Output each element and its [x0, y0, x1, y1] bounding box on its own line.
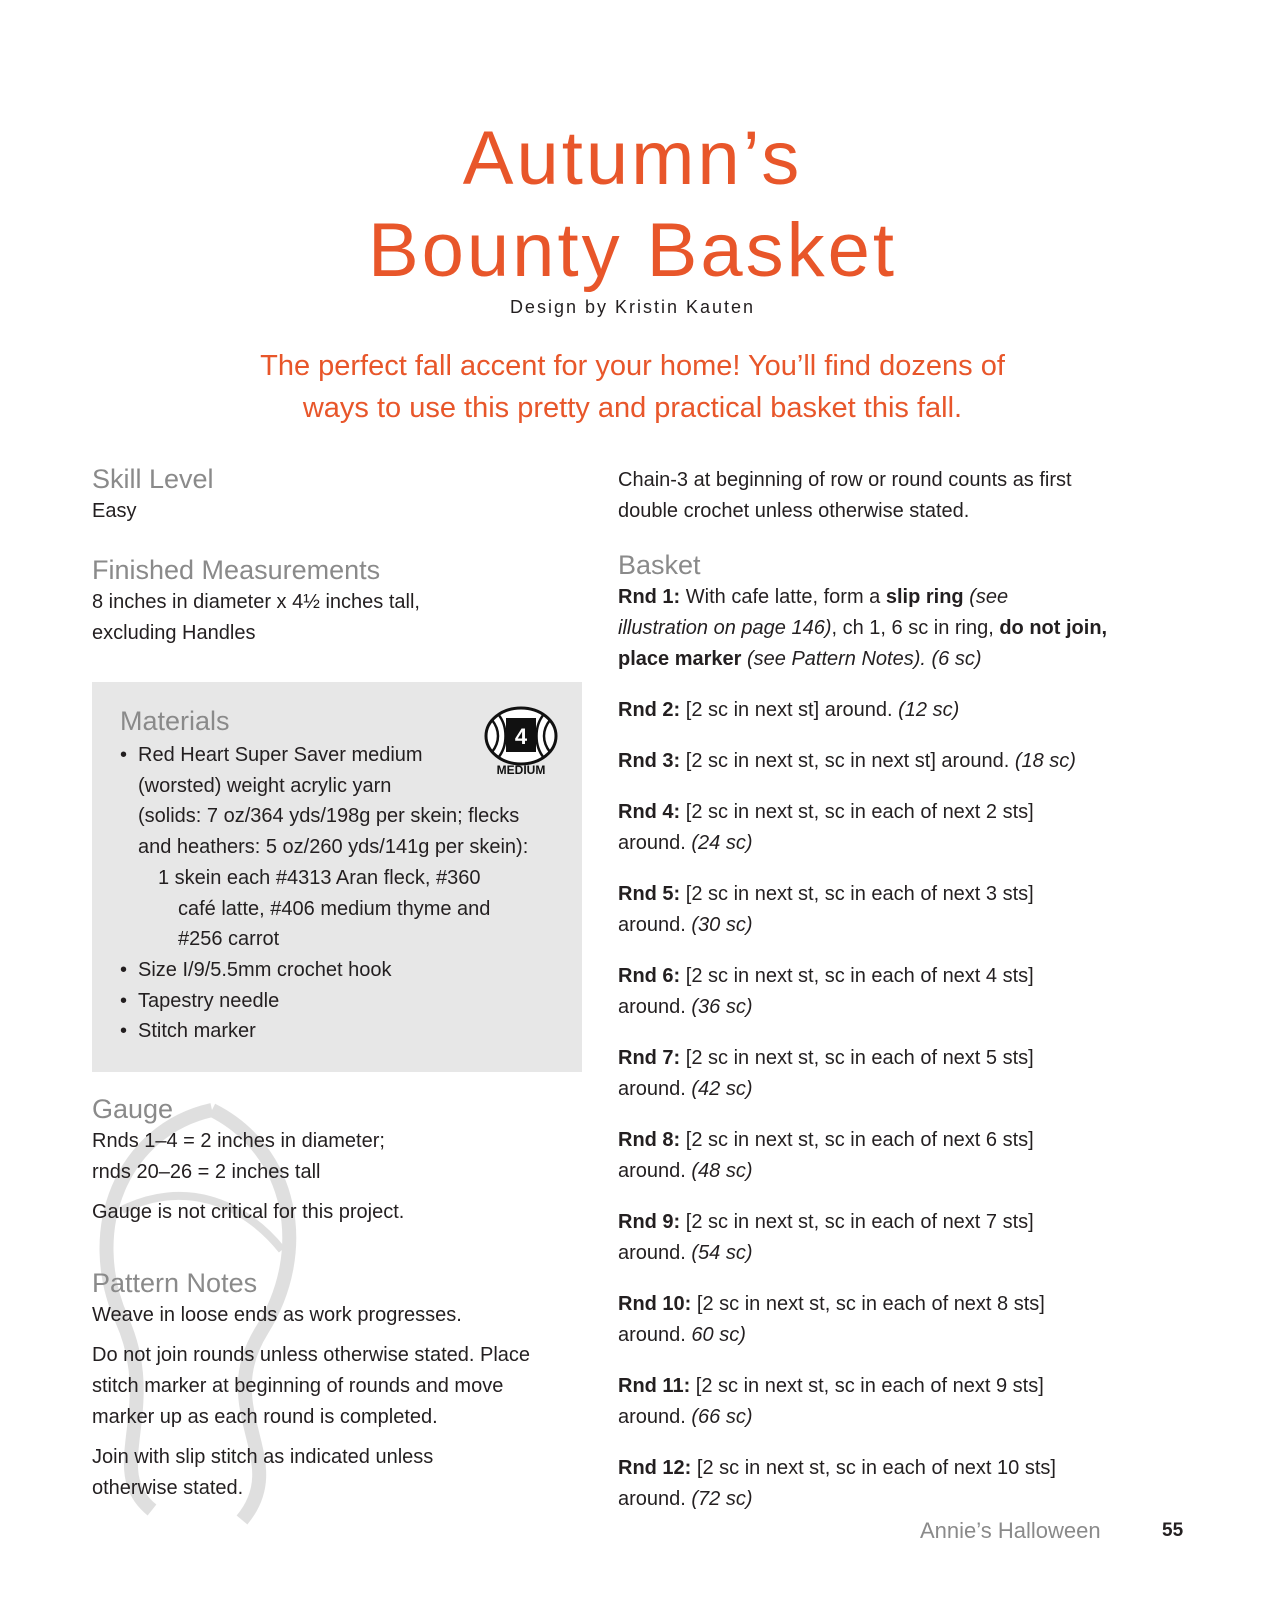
note-line: stitch marker at beginning of rounds and move — [92, 1375, 504, 1397]
gauge-heading: Gauge — [92, 1094, 174, 1124]
materials-heading: Materials — [120, 706, 230, 736]
round-9 — [618, 1207, 1138, 1269]
round-text: illustration on page 146) — [618, 617, 832, 639]
material-line: (solids: 7 oz/364 yds/198g per skein; flecks — [138, 805, 520, 828]
round-text: around. — [618, 1160, 692, 1182]
round-text: around. — [618, 1078, 692, 1100]
round-count: 60 sc) — [691, 1324, 746, 1346]
yarn-weight-number: 4 — [514, 724, 528, 749]
note-paragraph-4 — [618, 465, 1138, 527]
material-subline: #256 carrot — [178, 928, 280, 951]
round-count: (30 sc) — [691, 914, 753, 936]
round-text: [2 sc in next st, sc in each of next 2 sts] — [680, 801, 1034, 823]
note-line: Join with slip stitch as indicated unless — [92, 1446, 434, 1468]
round-term: slip ring — [885, 586, 964, 608]
list-item: • Red Heart Super Saver medium (worsted) weight acrylic yarn (solids: 7 oz/364 yds/198g per skein; flecks and heathers: 5 oz/260 yds/141g per skein): 1 skein each #4313 Aran fleck, #360 café latte, #406 medium thyme and #256 carrot — [120, 740, 560, 955]
basket-section — [618, 548, 1138, 1535]
round-count: (36 sc) — [691, 996, 753, 1018]
round-label: Rnd 5: — [618, 883, 681, 905]
page-title-line2: Bounty Basket — [367, 208, 898, 293]
round-text: [2 sc in next st, sc in each of next 4 sts] — [680, 965, 1034, 987]
skill-level-section — [92, 462, 582, 527]
round-text: [2 sc in next st, sc in each of next 3 sts] — [680, 883, 1034, 905]
round-text: around. — [618, 1242, 692, 1264]
round-count: (42 sc) — [691, 1078, 753, 1100]
round-label: Rnd 10: — [618, 1293, 692, 1315]
basket-heading: Basket — [618, 550, 701, 580]
material-line: Tapestry needle — [138, 989, 280, 1012]
round-text: around. — [618, 1488, 692, 1510]
gauge-section — [92, 1092, 582, 1228]
material-subline: café latte, #406 medium thyme and — [178, 897, 491, 920]
round-3 — [618, 746, 1138, 777]
material-line: Size I/9/5.5mm crochet hook — [138, 958, 392, 981]
round-term: place marker — [618, 648, 742, 670]
round-term: do not join, — [999, 617, 1108, 639]
round-text: around. — [618, 1324, 692, 1346]
round-text: around. — [618, 1406, 692, 1428]
round-text: [2 sc in next st, sc in each of next 6 sts] — [680, 1129, 1034, 1151]
round-count: (54 sc) — [691, 1242, 753, 1264]
list-item: • Size I/9/5.5mm crochet hook — [120, 955, 560, 986]
skill-level-value: Easy — [92, 500, 137, 522]
round-4 — [618, 797, 1138, 859]
footer-publication-title: Annie’s Halloween — [920, 1518, 1101, 1543]
round-7 — [618, 1043, 1138, 1105]
note-line: Do not join rounds unless otherwise stated. Place — [92, 1344, 531, 1366]
tagline — [0, 345, 1265, 429]
round-label: Rnd 6: — [618, 965, 681, 987]
round-count: (66 sc) — [691, 1406, 753, 1428]
material-subline: 1 skein each #4313 Aran fleck, #360 — [158, 866, 481, 889]
round-12 — [618, 1453, 1138, 1515]
round-label: Rnd 1: — [618, 586, 681, 608]
round-count: (24 sc) — [691, 832, 753, 854]
round-text: around. — [618, 914, 692, 936]
page-number: 55 — [1162, 1520, 1184, 1541]
round-label: Rnd 8: — [618, 1129, 681, 1151]
note-line: Chain-3 at beginning of row or round counts as first — [618, 469, 1072, 491]
round-count: (72 sc) — [691, 1488, 753, 1510]
round-label: Rnd 7: — [618, 1047, 681, 1069]
round-text: around. — [618, 996, 692, 1018]
list-item: • Stitch marker — [120, 1016, 560, 1047]
round-text: , ch 1, 6 sc in ring, — [831, 617, 1000, 639]
tagline-line2: ways to use this pretty and practical basket this fall. — [302, 392, 963, 424]
note-paragraph-2 — [92, 1340, 582, 1433]
round-text: (see — [963, 586, 1009, 608]
round-text: With cafe latte, form a — [680, 586, 886, 608]
gauge-line1: Rnds 1–4 = 2 inches in diameter; — [92, 1130, 385, 1152]
measurements-line2: excluding Handles — [92, 622, 256, 644]
designer-byline: Design by Kristin Kauten — [509, 297, 756, 317]
round-count: (48 sc) — [691, 1160, 753, 1182]
round-5 — [618, 879, 1138, 941]
round-label: Rnd 4: — [618, 801, 681, 823]
list-item: • Tapestry needle — [120, 986, 560, 1017]
round-11 — [618, 1371, 1138, 1433]
round-text: [2 sc in next st, sc in each of next 8 sts] — [691, 1293, 1045, 1315]
material-line: Red Heart Super Saver medium — [138, 744, 423, 766]
material-line: (worsted) weight acrylic yarn — [138, 774, 392, 797]
pattern-notes-heading: Pattern Notes — [92, 1268, 258, 1298]
round-text: (see Pattern Notes). (6 sc) — [741, 648, 982, 670]
materials-box — [92, 682, 582, 1072]
measurements-text — [92, 587, 582, 649]
measurements-section — [92, 553, 582, 649]
round-1 — [618, 582, 1138, 675]
round-label: Rnd 2: — [618, 699, 681, 721]
measurements-heading: Finished Measurements — [92, 555, 381, 585]
round-text: [2 sc in next st, sc in each of next 5 sts] — [680, 1047, 1034, 1069]
pattern-notes-section — [92, 1266, 582, 1504]
tagline-line1: The perfect fall accent for your home! You’ll find dozens of — [260, 350, 1005, 382]
skill-level-heading: Skill Level — [92, 464, 214, 494]
materials-list — [120, 740, 560, 1047]
round-count: (18 sc) — [1014, 750, 1076, 772]
gauge-note: Gauge is not critical for this project. — [92, 1201, 405, 1223]
round-10 — [618, 1289, 1138, 1351]
note-line: marker up as each round is completed. — [92, 1406, 438, 1428]
round-text: [2 sc in next st, sc in each of next 10 sts] — [691, 1457, 1056, 1479]
note-line: double crochet unless otherwise stated. — [618, 500, 970, 522]
yarn-weight-label: MEDIUM — [496, 763, 546, 776]
round-label: Rnd 3: — [618, 750, 681, 772]
note-line: otherwise stated. — [92, 1477, 244, 1499]
material-line: and heathers: 5 oz/260 yds/141g per skein): — [138, 836, 529, 859]
round-8 — [618, 1125, 1138, 1187]
material-line: Stitch marker — [138, 1020, 256, 1043]
round-label: Rnd 12: — [618, 1457, 692, 1479]
round-text: around. — [618, 832, 692, 854]
round-2 — [618, 695, 1138, 726]
gauge-line2: rnds 20–26 = 2 inches tall — [92, 1161, 321, 1183]
round-label: Rnd 11: — [618, 1375, 691, 1397]
round-text: [2 sc in next st] around. — [680, 699, 899, 721]
round-text: [2 sc in next st, sc in each of next 9 sts] — [690, 1375, 1044, 1397]
gauge-text — [92, 1126, 582, 1188]
round-6 — [618, 961, 1138, 1023]
measurements-line1: 8 inches in diameter x 4½ inches tall, — [92, 591, 420, 613]
page-title-line1: Autumn’s — [462, 116, 803, 201]
note-paragraph-3 — [92, 1442, 582, 1504]
round-text: [2 sc in next st, sc in each of next 7 sts] — [680, 1211, 1034, 1233]
round-count: (12 sc) — [898, 699, 960, 721]
round-label: Rnd 9: — [618, 1211, 681, 1233]
round-text: [2 sc in next st, sc in next st] around. — [680, 750, 1015, 772]
note-paragraph-1: Weave in loose ends as work progresses. — [92, 1304, 462, 1326]
